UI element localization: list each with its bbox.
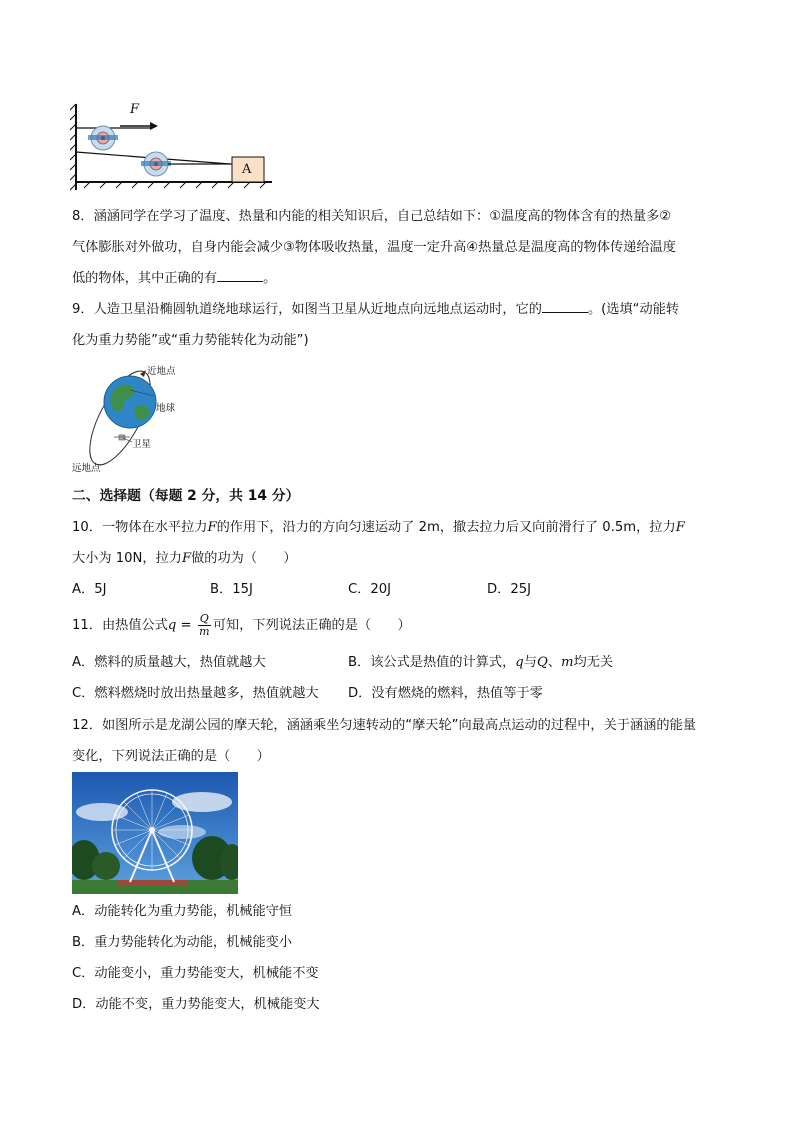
q10-option-c[interactable]: C．20J	[348, 582, 392, 597]
force-label: F	[130, 102, 140, 117]
symbol-Q: Q	[536, 655, 548, 670]
q8-line3-text: 低的物体，其中正确的有	[72, 271, 218, 286]
formula-fraction	[198, 613, 211, 638]
force-symbol: F	[675, 520, 685, 535]
q12-line2: 变化，下列说法正确的是（ ）	[72, 749, 270, 764]
equals-sign: =	[176, 618, 196, 633]
q9-line1-text: 9．人造卫星沿椭圆轨道绕地球运行，如图当卫星从近地点向远地点运动时，它的	[72, 302, 542, 317]
heat-value-symbol: q	[167, 618, 177, 633]
ferris-wheel-photo	[72, 772, 238, 894]
q11-option-a[interactable]: A．燃料的质量越大，热值就越大	[72, 655, 266, 670]
q12-option-b[interactable]: B．重力势能转化为动能，机械能变小	[72, 935, 293, 950]
q10-text-4: 做的功为（ ）	[191, 551, 297, 566]
pulley-figure	[70, 100, 280, 195]
q9-line2: 化为重力势能”或“重力势能转化为动能”)	[72, 333, 309, 348]
fraction-denominator: m	[199, 624, 210, 638]
q12-line1: 12．如图所示是龙湖公园的摩天轮，涵涵乘坐匀速转动的“摩天轮”向最高点运动的过程中，关于涵涵的能量	[72, 718, 696, 733]
q11-text-1: 11．由热值公式	[72, 618, 168, 633]
q8-line3-end: 。	[263, 271, 277, 286]
earth-label: 地球	[156, 403, 176, 414]
q10-text-3: 大小为 10N，拉力	[72, 551, 182, 566]
q11-stem	[72, 612, 411, 640]
q10-option-b[interactable]: B．15J	[210, 582, 253, 597]
q9-line1-end: 。(选填“动能转	[587, 302, 680, 317]
q10-text-2: 的作用下，沿力的方向匀速运动了 2m，撤去拉力后又向前滑行了 0.5m，拉力	[216, 520, 676, 535]
answer-blank[interactable]	[217, 269, 263, 282]
q11-option-b-text2: 与	[523, 655, 537, 670]
symbol-q: q	[515, 655, 524, 670]
force-symbol: F	[207, 520, 217, 535]
q8-line2: 气体膨胀对外做功，自身内能会减少③物体吸收热量，温度一定升高④热量总是温度高的物体传递给温度	[72, 240, 676, 255]
symbol-m: m	[560, 655, 574, 670]
q12-option-a[interactable]: A．动能转化为重力势能，机械能守恒	[72, 904, 293, 919]
q11-option-c[interactable]: C．燃料燃烧时放出热量越多，热值就越大	[72, 686, 319, 701]
satellite-label: 卫星	[132, 439, 152, 450]
q11-option-b-text3: 、	[547, 655, 561, 670]
apogee-label: 远地点	[72, 463, 101, 474]
q8-line3	[72, 269, 276, 289]
q10-option-a[interactable]: A．5J	[72, 582, 107, 597]
q11-option-d[interactable]: D．没有燃烧的燃料，热值等于零	[348, 686, 543, 701]
q11-option-b-text4: 均无关	[573, 655, 614, 670]
q9-line1	[72, 300, 679, 320]
q12-option-d[interactable]: D．动能不变，重力势能变大，机械能变大	[72, 997, 320, 1012]
fraction-numerator: Q	[199, 611, 209, 625]
q8-line1: 8．涵涵同学在学习了温度、热量和内能的相关知识后，自己总结如下：①温度高的物体含有的热量多②	[72, 209, 672, 224]
force-symbol: F	[181, 551, 192, 566]
section-heading: 二、选择题（每题 2 分，共 14 分）	[72, 488, 300, 504]
block-label: A	[242, 162, 252, 177]
orbit-figure	[70, 360, 200, 475]
answer-blank[interactable]	[542, 300, 588, 313]
q11-option-b-text: B．该公式是热值的计算式，	[348, 655, 516, 670]
q10-option-d[interactable]: D．25J	[487, 582, 532, 597]
q10-line1	[72, 518, 685, 538]
q11-text-2: 可知，下列说法正确的是（ ）	[212, 618, 411, 633]
q11-option-b[interactable]	[348, 653, 613, 673]
q10-line2	[72, 549, 297, 569]
perigee-label: 近地点	[147, 366, 176, 377]
q10-text-1: 10．一物体在水平拉力	[72, 520, 208, 535]
q12-option-c[interactable]: C．动能变小，重力势能变大，机械能不变	[72, 966, 319, 981]
